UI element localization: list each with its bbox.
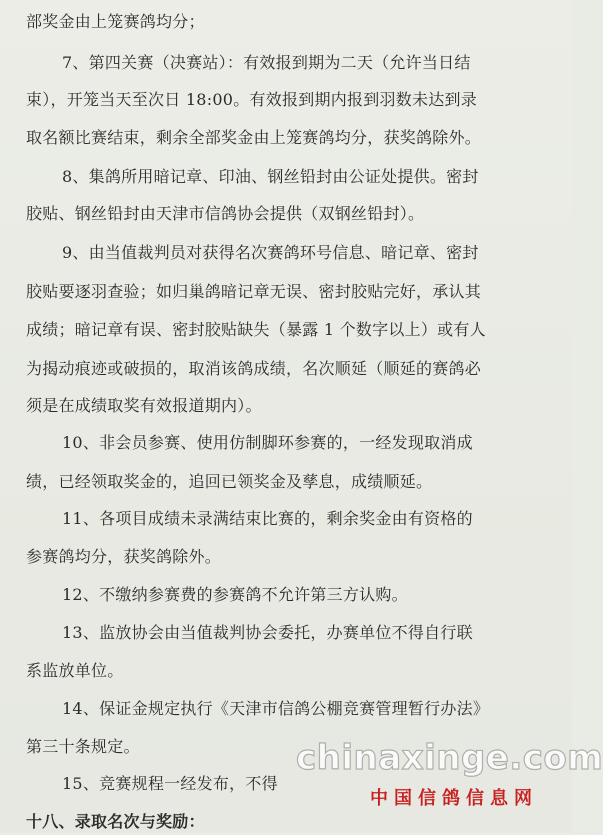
site-name-watermark: 中国信鸽信息网 <box>370 788 538 809</box>
text-line: 第三十条规定。 <box>26 737 140 756</box>
text-line: 9、由当值裁判员对获得名次赛鸽环号信息、暗记章、密封 <box>62 243 479 262</box>
text-line: 为揭动痕迹或破损的，取消该鸽成绩，名次顺延（顺延的赛鸽必 <box>26 359 482 378</box>
section-heading: 十八、录取名次与奖励： <box>26 812 205 831</box>
text-line: 取名额比赛结束，剩余全部奖金由上笼赛鸽均分，获奖鸽除外。 <box>26 128 482 147</box>
text-line: 系监放单位。 <box>26 661 124 680</box>
text-line: 束），开笼当天至次日 18:00。有效报到期内报到羽数未达到录 <box>26 90 477 109</box>
text-line: 13、监放协会由当值裁判协会委托，办赛单位不得自行联 <box>62 623 473 642</box>
text-line: 须是在成绩取奖有效报道期内）。 <box>26 396 262 415</box>
text-line: 14、保证金规定执行《天津市信鸽公棚竞赛管理暂行办法》 <box>62 699 490 718</box>
text-line: 胶贴要逐羽查验；如归巢鸽暗记章无误、密封胶贴完好，承认其 <box>26 282 482 301</box>
text-line: 胶贴、钢丝铅封由天津市信鸽协会提供（双钢丝铅封）。 <box>26 204 425 223</box>
text-line: 15、竞赛规程一经发布，不得 <box>62 774 278 793</box>
text-line: 参赛鸽均分，获奖鸽除外。 <box>26 547 222 566</box>
text-line: 8、集鸽所用暗记章、印油、钢丝铅封由公证处提供。密封 <box>62 167 479 186</box>
text-line: 绩，已经领取奖金的，追回已领奖金及孳息，成绩顺延。 <box>26 472 433 491</box>
text-line: 成绩；暗记章有误、密封胶贴缺失（暴露 1 个数字以上）或有人 <box>26 320 486 339</box>
text-line: 10、非会员参赛、使用仿制脚环参赛的，一经发现取消成 <box>62 433 473 452</box>
text-line: 12、不缴纳参赛费的参赛鸽不允许第三方认购。 <box>62 585 408 604</box>
text-line: 部奖金由上笼赛鸽均分； <box>26 12 205 31</box>
site-watermark: chinaxinge.com <box>296 738 603 778</box>
text-line: 11、各项目成绩未录满结束比赛的，剩余奖金由有资格的 <box>62 509 473 528</box>
text-line: 7、第四关赛（决赛站）：有效报到期为二天（允许当日结 <box>62 53 471 72</box>
